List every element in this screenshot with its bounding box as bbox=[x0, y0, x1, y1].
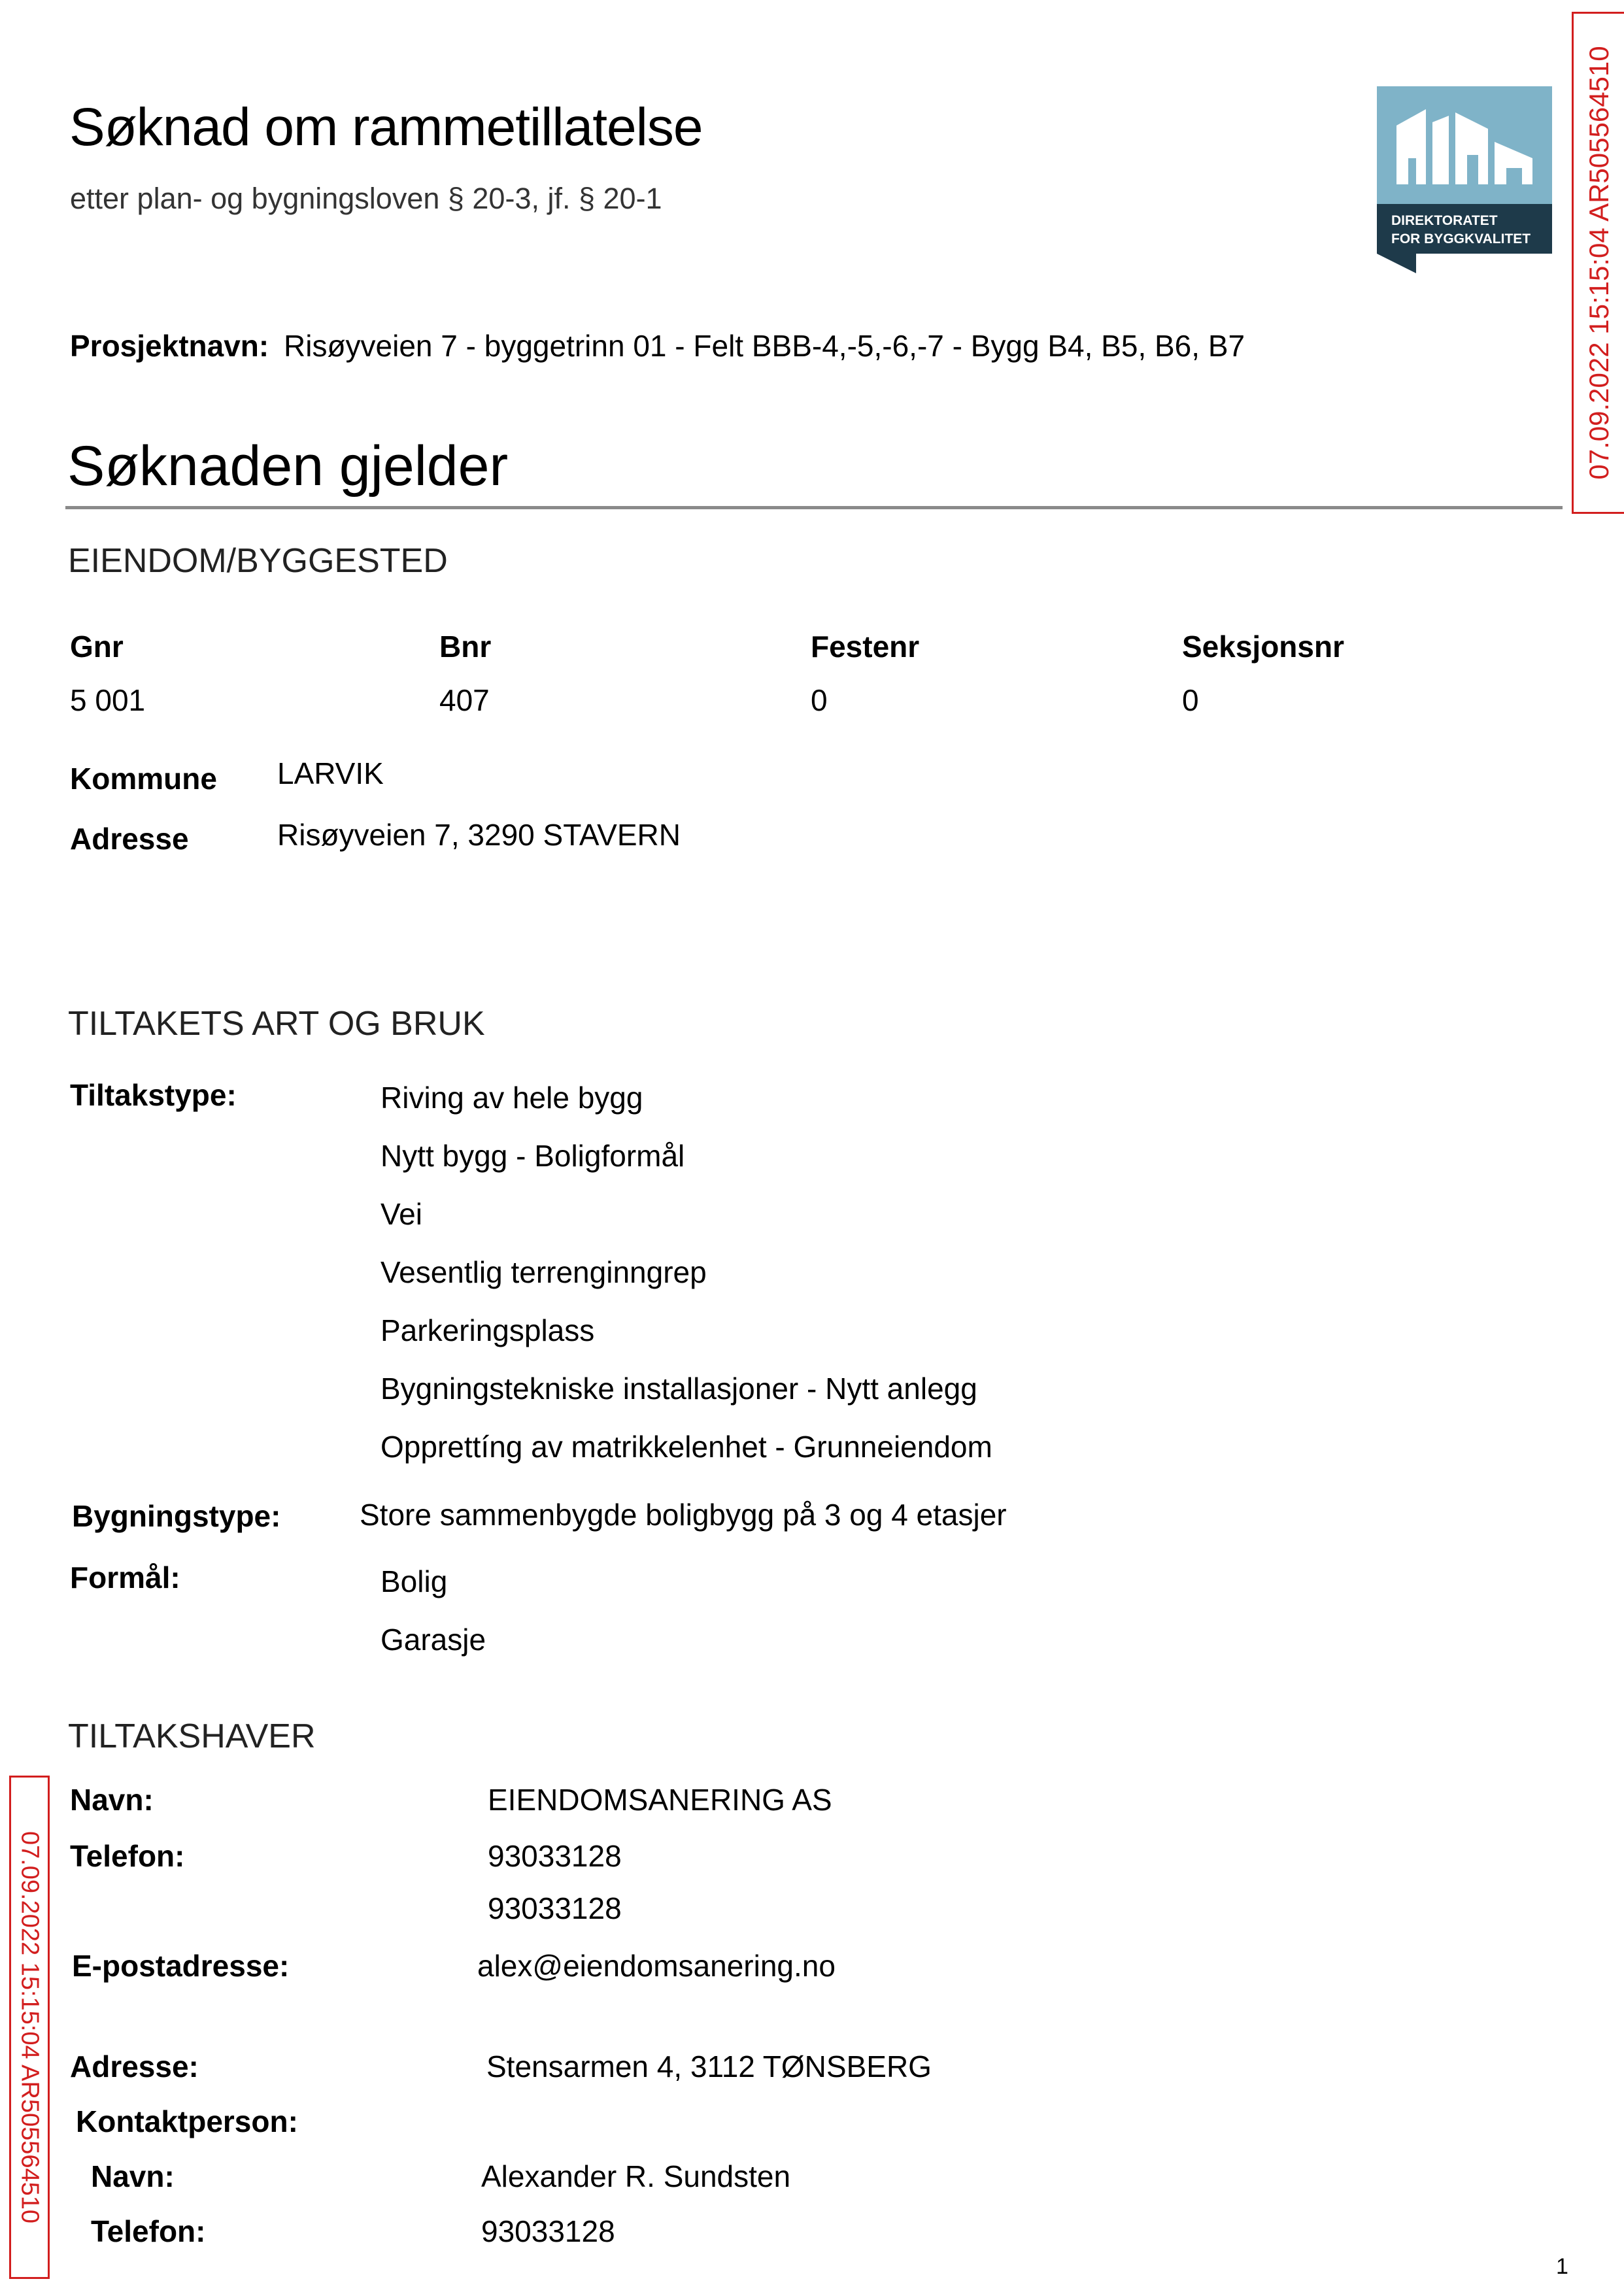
seksjonsnr-label: Seksjonsnr bbox=[1182, 630, 1344, 664]
kontaktperson-telefon-label: Telefon: bbox=[91, 2214, 206, 2248]
tiltakshaver-heading: TILTAKSHAVER bbox=[68, 1717, 316, 1755]
telefon-value-1: 93033128 bbox=[488, 1839, 622, 1873]
bnr-value: 407 bbox=[439, 683, 490, 717]
project-label: Prosjektnavn: bbox=[70, 329, 269, 363]
logo-text-line1: DIREKTORATET bbox=[1391, 213, 1498, 228]
document-subtitle: etter plan- og bygningsloven § 20-3, jf. § 20-1 bbox=[70, 182, 662, 215]
page-number: 1 bbox=[1556, 2254, 1568, 2279]
kontaktperson-navn-value: Alexander R. Sundsten bbox=[481, 2159, 791, 2193]
formal-item: Bolig bbox=[381, 1564, 448, 1598]
adresse-label: Adresse bbox=[70, 822, 189, 856]
tiltakstype-item: Nytt bygg - Boligformål bbox=[381, 1139, 685, 1173]
formal-item: Garasje bbox=[381, 1623, 486, 1657]
epost-value: alex@eiendomsanering.no bbox=[477, 1949, 836, 1983]
dibk-logo bbox=[1377, 86, 1552, 273]
tiltakstype-item: Vesentlig terrenginngrep bbox=[381, 1255, 707, 1289]
kontaktperson-label: Kontaktperson: bbox=[76, 2104, 298, 2138]
eiendom-heading: EIENDOM/BYGGESTED bbox=[68, 542, 448, 580]
project-value: Risøyveien 7 - byggetrinn 01 - Felt BBB-4,-5,-6,-7 - Bygg B4, B5, B6, B7 bbox=[284, 329, 1245, 363]
kontaktperson-telefon-value: 93033128 bbox=[481, 2214, 615, 2248]
document-title: Søknad om rammetillatelse bbox=[69, 97, 703, 157]
bygningstype-label: Bygningstype: bbox=[72, 1499, 281, 1533]
tiltakshaver-adresse-value: Stensarmen 4, 3112 TØNSBERG bbox=[486, 2049, 932, 2083]
seksjonsnr-value: 0 bbox=[1182, 683, 1199, 717]
adresse-value: Risøyveien 7, 3290 STAVERN bbox=[277, 818, 681, 852]
epost-label: E-postadresse: bbox=[72, 1949, 290, 1983]
tiltakshaver-adresse-label: Adresse: bbox=[70, 2049, 199, 2083]
tiltakstype-label: Tiltakstype: bbox=[70, 1078, 237, 1112]
tiltakstype-item: Riving av hele bygg bbox=[381, 1081, 643, 1115]
festenr-value: 0 bbox=[811, 683, 828, 717]
tiltakstype-item: Parkeringsplass bbox=[381, 1313, 595, 1347]
archive-stamp-top-text: 07.09.2022 15:15:04 AR505564510 bbox=[1583, 46, 1614, 480]
section-title: Søknaden gjelder bbox=[67, 435, 509, 498]
archive-stamp-bottom bbox=[9, 1776, 50, 2279]
gnr-value: 5 001 bbox=[70, 683, 146, 717]
navn-label: Navn: bbox=[70, 1783, 154, 1817]
bnr-label: Bnr bbox=[439, 630, 492, 664]
telefon-value-2: 93033128 bbox=[488, 1891, 622, 1925]
tiltakstype-item: Vei bbox=[381, 1197, 422, 1231]
section-divider bbox=[65, 506, 1563, 509]
kommune-value: LARVIK bbox=[277, 756, 384, 790]
logo-text-line2: FOR BYGGKVALITET bbox=[1391, 231, 1531, 246]
kommune-label: Kommune bbox=[70, 762, 217, 796]
festenr-label: Festenr bbox=[811, 630, 920, 664]
tiltak-heading: TILTAKETS ART OG BRUK bbox=[68, 1005, 485, 1043]
kontaktperson-navn-label: Navn: bbox=[91, 2159, 175, 2193]
bygningstype-value: Store sammenbygde boligbygg på 3 og 4 etasjer bbox=[360, 1498, 1007, 1532]
tiltakstype-item: Opprettíng av matrikkelenhet - Grunneiendom bbox=[381, 1430, 992, 1464]
gnr-label: Gnr bbox=[70, 630, 124, 664]
tiltakstype-item: Bygningstekniske installasjoner - Nytt anlegg bbox=[381, 1372, 977, 1406]
archive-stamp-bottom-text: 07.09.2022 15:15:04 AR505564510 bbox=[16, 1830, 44, 2224]
formal-label: Formål: bbox=[70, 1560, 180, 1594]
navn-value: EIENDOMSANERING AS bbox=[488, 1783, 832, 1817]
telefon-label: Telefon: bbox=[70, 1839, 185, 1873]
archive-stamp-top bbox=[1572, 12, 1624, 514]
